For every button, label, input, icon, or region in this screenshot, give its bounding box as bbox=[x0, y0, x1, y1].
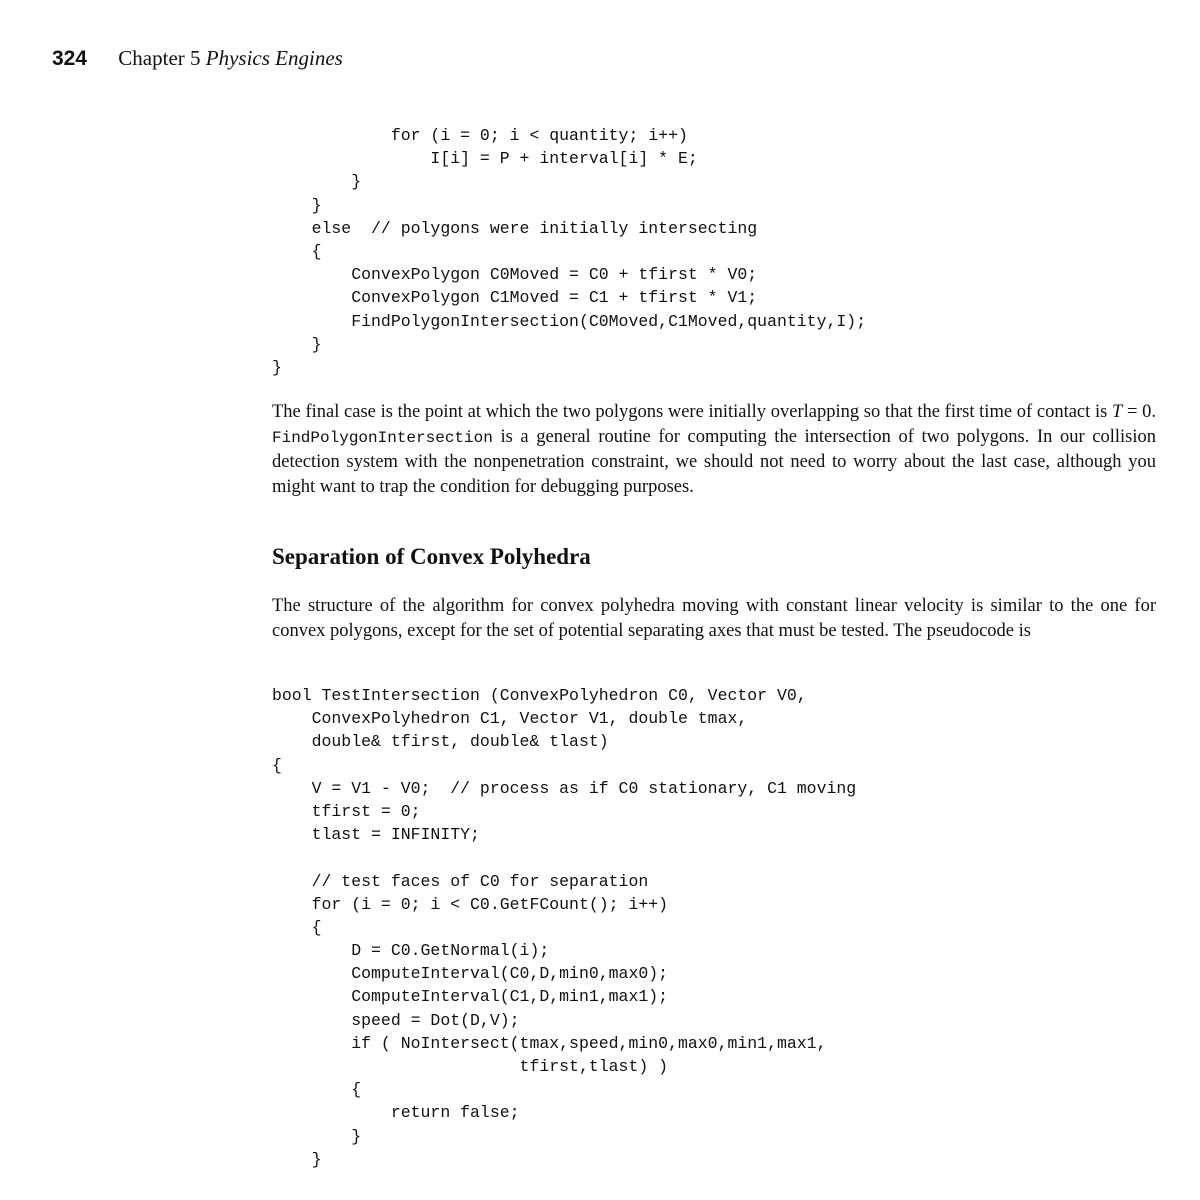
code-line: speed = Dot(D,V); bbox=[272, 1010, 520, 1030]
paragraph-polyhedra-intro: The structure of the algorithm for convex polyhedra moving with constant linear velocity is similar to the one for convex polygons, except for the set of potential separating axes that must be tested. The pseudocode is bbox=[272, 596, 1156, 641]
code-term: FindPolygonIntersection bbox=[272, 428, 493, 447]
code-block-1 bbox=[272, 124, 866, 379]
page-number: 324 bbox=[52, 47, 88, 70]
code-line: if ( NoIntersect(tmax,speed,min0,max0,min1,max1, bbox=[272, 1033, 827, 1053]
code-line: ConvexPolygon C1Moved = C1 + tfirst * V1; bbox=[272, 288, 758, 308]
code-line: } bbox=[272, 1126, 362, 1146]
code-line: D = C0.GetNormal(i); bbox=[272, 941, 550, 961]
paragraph-final-case bbox=[272, 400, 1156, 499]
page-header bbox=[52, 46, 343, 71]
code-block-2 bbox=[272, 684, 856, 1171]
code-line: for (i = 0; i < quantity; i++) bbox=[272, 126, 688, 145]
code-line: FindPolygonIntersection(C0Moved,C1Moved,quantity,I); bbox=[272, 311, 867, 331]
code-line: } bbox=[272, 195, 322, 215]
paragraph-text: The final case is the point at which the two polygons were initially overlapping so that the first time of contact is bbox=[272, 402, 1112, 422]
code-line: tlast = INFINITY; bbox=[272, 825, 480, 845]
code-line: } bbox=[272, 334, 322, 354]
code-line: V = V1 - V0; // process as if C0 stationary, C1 moving bbox=[272, 778, 857, 798]
math-expression: = 0. bbox=[1122, 402, 1156, 422]
running-title bbox=[118, 46, 343, 70]
paragraph-text: is a general routine for computing the intersection of two polygons. In our collision detection system with the nonpenetration constraint, we should not need to worry about the last case, although you might want to trap the condition for debugging purposes. bbox=[272, 426, 1156, 497]
code-line: ConvexPolygon C0Moved = C0 + tfirst * V0; bbox=[272, 265, 758, 285]
code-line: tfirst = 0; bbox=[272, 801, 421, 821]
section-heading: Separation of Convex Polyhedra bbox=[272, 544, 591, 569]
code-line: // test faces of C0 for separation bbox=[272, 871, 649, 891]
code-line: I[i] = P + interval[i] * E; bbox=[272, 149, 698, 169]
code-line: tfirst,tlast) ) bbox=[272, 1057, 669, 1076]
code-line: else // polygons were initially intersecting bbox=[272, 218, 758, 238]
code-line: } bbox=[272, 357, 282, 377]
code-line: } bbox=[272, 172, 362, 192]
code-line: ComputeInterval(C1,D,min1,max1); bbox=[272, 987, 669, 1007]
code-line: { bbox=[272, 755, 282, 775]
code-line: { bbox=[272, 1080, 362, 1100]
code-line: bool TestIntersection (ConvexPolyhedron C0, Vector V0, bbox=[272, 686, 807, 705]
code-line bbox=[272, 846, 856, 869]
chapter-label: Chapter 5 bbox=[118, 46, 201, 70]
code-line: return false; bbox=[272, 1103, 520, 1123]
code-line: ConvexPolyhedron C1, Vector V1, double tmax, bbox=[272, 709, 748, 729]
chapter-title: Physics Engines bbox=[205, 46, 343, 70]
code-line: } bbox=[272, 1149, 322, 1169]
code-line: { bbox=[272, 917, 322, 937]
code-line: ComputeInterval(C0,D,min0,max0); bbox=[272, 964, 669, 984]
code-line: { bbox=[272, 241, 322, 261]
code-line: for (i = 0; i < C0.GetFCount(); i++) bbox=[272, 894, 669, 914]
code-line: double& tfirst, double& tlast) bbox=[272, 732, 609, 752]
math-variable: T bbox=[1112, 402, 1123, 422]
